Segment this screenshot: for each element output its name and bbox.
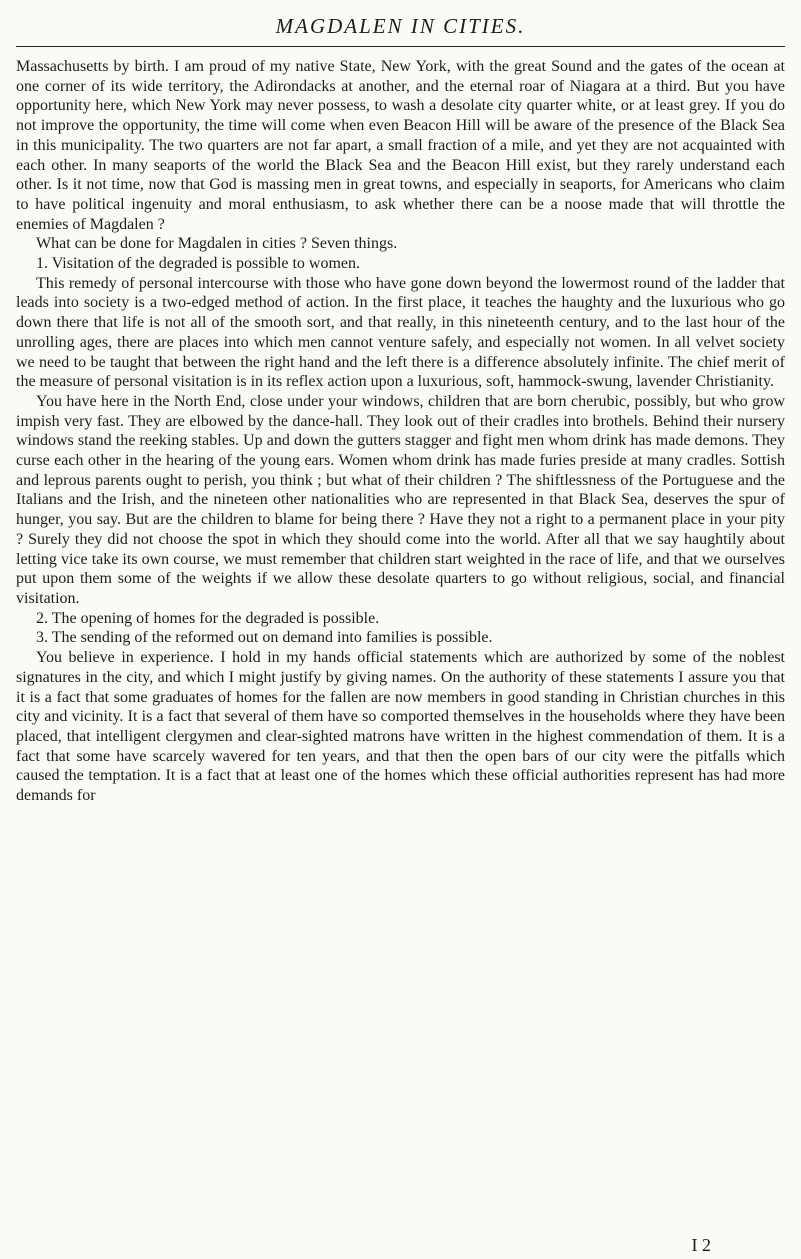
page-signature: I 2 bbox=[691, 1235, 711, 1255]
paragraph-question: What can be done for Magdalen in cities ? Seven things. bbox=[36, 235, 398, 253]
paragraph-visitation: This remedy of personal intercourse with those who have gone down beyond the lowermost round of the ladder that leads into society is a two-edged method of action. In the first place, it teaches the haughty and the luxurious who go down there that life is not all of the smooth sort, and that really, in this nineteenth century, and to the last hour of the unrolling ages, there are places into which men cannot venture safely, and especially not women. In all velvet society we need to be taught that between the right hand and the left there is a difference absolutely infinite. The chief merit of the measure of personal visitation is in its reflex action upon a luxurious, soft, hammock-swung, lavender Christianity. bbox=[16, 274, 785, 391]
running-head: MAGDALEN IN CITIES. bbox=[275, 14, 526, 38]
header-rule bbox=[16, 46, 785, 47]
paragraph-north-end: You have here in the North End, close under your windows, children that are born cherubic, possibly, but who grow impish very fast. They are elbowed by the dance-hall. They look out of their cradles into brothels. Behind their nursery windows stand the reeking stables. Up and down the gutters stagger and fight men whom drink has made demons. They curse each other in the hearing of the young ears. Women whom drink has made furies preside at many cradles. Sottish and leprous parents ought to perish, you think ; but what of their children ? The shiftlessness of the Portuguese and the Italians and the Irish, and the nineteen other nationalities who are represented in that Black Sea, deserves the spur of hunger, you say. But are the children to blame for being there ? Have they not a right to a permanent place in your pity ? Surely they did not choose the spot in which they should come into the world. After all that we say haughtily about letting vice take its own course, we must remember that children start weighted in the race of life, and that we ourselves put upon them some of the weights if we allow these desolate quarters to go without religious, social, and financial visitation. bbox=[16, 392, 785, 607]
paragraph-point-3: 3. The sending of the reformed out on demand into families is possible. bbox=[36, 629, 493, 647]
paragraph-continuation: Massachusetts by birth. I am proud of my native State, New York, with the great Sound and the gates of the ocean at one corner of its wide territory, the Adirondacks at another, and the eternal roar of Niagara at a third. But you have opportunity here, which New York may never possess, to wash a desolate city quarter white, or at least grey. If you do not improve the opportunity, the time will come when even Beacon Hill will be aware of the presence of the Black Sea in this municipality. The two quarters are not far apart, a small fraction of a mile, and yet they are not acquainted with each other. In many seaports of the world the Black Sea and the Beacon Hill exist, but they rarely understand each other. Is it not time, now that God is massing men in great towns, and especially in seaports, for Americans who claim to have political ingenuity and moral enthusiasm, to ask whether there can be a noose made that will throttle the enemies of Magdalen ? bbox=[16, 58, 785, 233]
paragraph-experience: You believe in experience. I hold in my hands official statements which are authorized by some of the noblest signatures in the city, and which I might justify by giving names. On the authority of these statements I assure you that it is a fact that some graduates of homes for the fallen are now members in good standing in Christian churches in this city and vicinity. It is a fact that several of them have so comported themselves in the households where they have been placed, that intelligent clergymen and clear-sighted matrons have written in the highest commendation of them. It is a fact that some have scarcely wavered for ten years, and that then the open bars of our city were the pitfalls which caused the temptation. It is a fact that at least one of the homes which these official authorities represent has had more demands for bbox=[16, 649, 785, 805]
paragraph-point-1: 1. Visitation of the degraded is possible to women. bbox=[36, 255, 361, 273]
body-text bbox=[16, 57, 785, 806]
paragraph-point-2: 2. The opening of homes for the degraded is possible. bbox=[36, 609, 380, 627]
